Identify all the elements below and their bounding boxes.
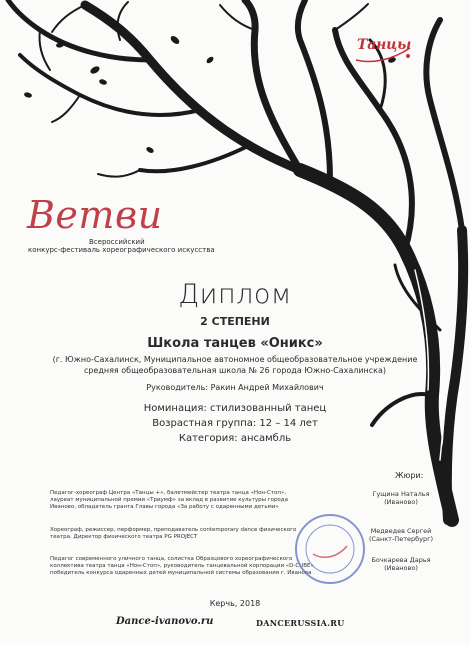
school-name: Школа танцев «Оникс» xyxy=(147,336,323,351)
jury-member-city: (Санкт-Петербург) xyxy=(368,535,434,543)
jury-member-signature xyxy=(358,490,444,506)
tree-branch xyxy=(140,145,250,171)
stamp-icon xyxy=(293,512,367,586)
school-details-line1: (г. Южно-Сахалинск, Муниципальное автономное общеобразовательное учреждение xyxy=(52,355,418,364)
festival-subtitle-line2: конкурс-фестиваль хореографического искусства xyxy=(28,246,215,254)
category: Категория: ансамбль xyxy=(178,433,292,444)
nomination: Номинация: стилизованный танец xyxy=(143,403,327,414)
jury-member-description: Хореограф, режиссер, перформер, преподаватель contemporary dance физического театра. Директор физического театра PG PROJECT xyxy=(50,527,297,540)
school-details-line2: средняя общеобразовательная школа № 26 города Южно-Сахалинска) xyxy=(83,366,387,375)
festival-name: Ветви xyxy=(27,193,163,237)
jury-member-description: Педагог-хореограф Центра «Танцы +», балетмейстер театра танца «Нон-Стоп», лауреат муниципальной премии «Триумф» за вклад в развитие культуры города Иваново, обладатель гранта Главы города «За работу с одаренными детьми» xyxy=(50,490,288,510)
website-link-dancerussia[interactable]: DANCERUSSIA.RU xyxy=(256,618,345,628)
diploma-title: Диплом xyxy=(178,279,292,310)
jury-member-signature xyxy=(358,556,444,572)
jury-member-city: (Иваново) xyxy=(384,564,418,572)
tancy-logo-text: Танцы xyxy=(357,37,412,53)
jury-member-name: Бочкарева Дарья xyxy=(371,556,431,564)
jury-member-name: Медведев Сергей xyxy=(370,527,432,535)
leader: Руководитель: Ракин Андрей Михайлович xyxy=(146,383,324,392)
jury-member-name: Гущина Наталья xyxy=(372,490,430,498)
website-link-dance-ivanovo[interactable]: Dance-ivanovo.ru xyxy=(116,616,214,627)
diploma-degree: 2 СТЕПЕНИ xyxy=(200,315,270,328)
jury-member-description: Педагог современного уличного танца, солистка Образцового хореографического коллектива театра танца «Нон-Стоп», руководитель танцевальной корпорации «D-CUBE» победитель конкурса одаренных детей муниципальной системы образования г. Иванова xyxy=(50,556,314,576)
jury-member-city: (Иваново) xyxy=(384,498,418,506)
festival-subtitle-line1: Всероссийский xyxy=(89,238,145,246)
age-group: Возрастная группа: 12 – 14 лет xyxy=(152,418,318,429)
place-date: Керчь, 2018 xyxy=(209,599,261,608)
tree-branch xyxy=(426,20,462,230)
tree-branch xyxy=(298,0,330,180)
jury-label: Жюри: xyxy=(395,471,424,480)
jury-member-signature xyxy=(358,527,444,543)
